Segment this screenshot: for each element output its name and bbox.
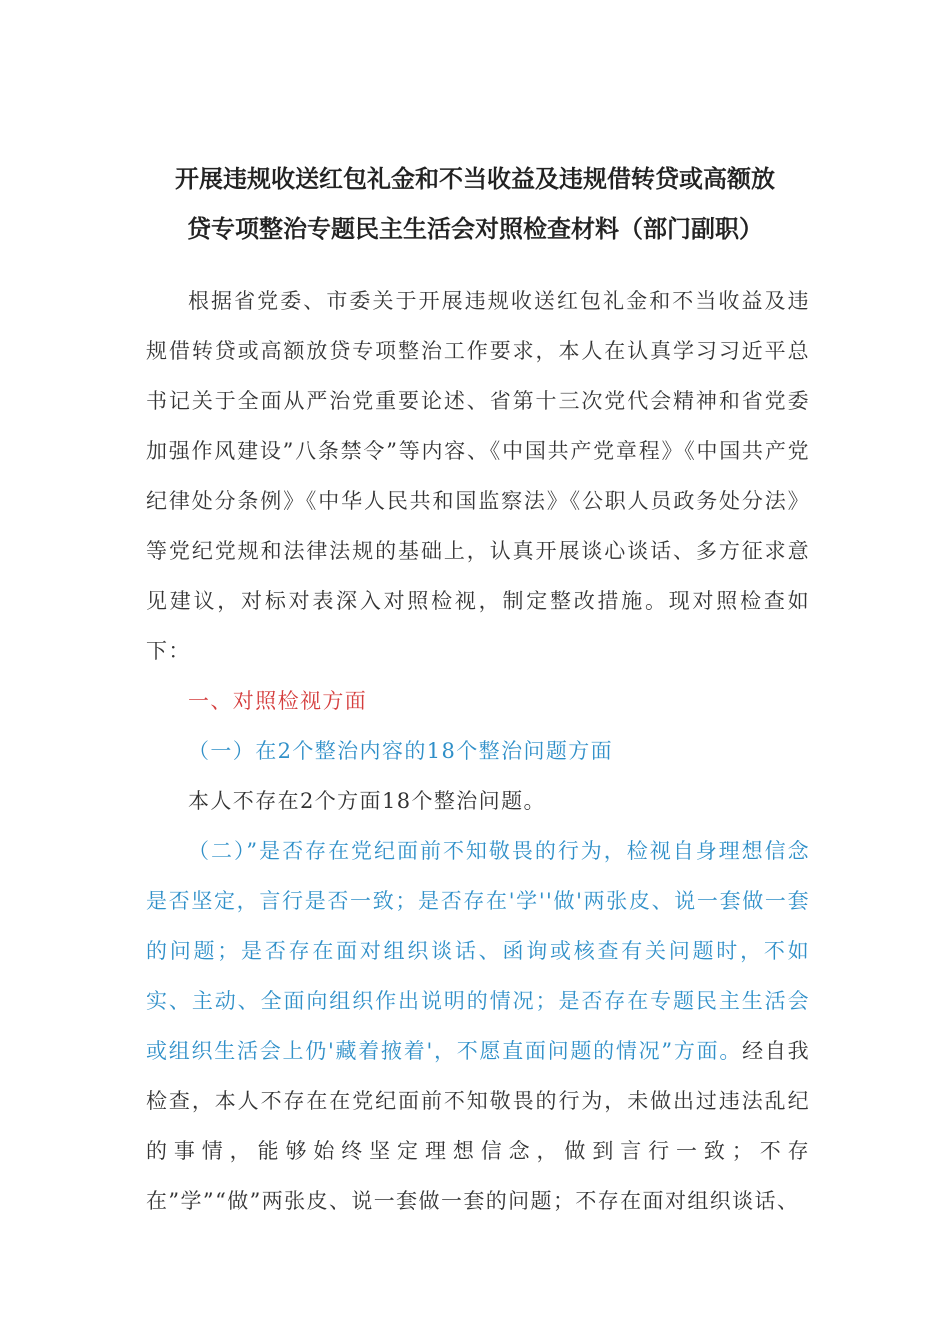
section-heading: 一、对照检视方面: [188, 689, 368, 713]
document-body: [146, 276, 810, 1226]
subsection-heading-1: （一）在2个整治内容的18个整治问题方面: [188, 739, 614, 763]
subsection-2-paragraph: [146, 826, 810, 1226]
intro-paragraph: 根据省党委、市委关于开展违规收送红包礼金和不当收益及违规借转贷或高额放贷专项整治工作要求，本人在认真学习习近平总书记关于全面从严治党重要论述、省第十三次党代会精神和省党委加强作风建设”八条禁令”等内容、《中国共产党章程》《中国共产党纪律处分条例》《中华人民共和国监察法》《公职人员政务处分法》等党纪党规和法律法规的基础上，认真开展谈心谈话、多方征求意见建议，对标对表深入对照检视，制定整改措施。现对照检查如下：: [146, 289, 810, 663]
subsection-2-text: 经自我检查，本人不存在在党纪面前不知敬畏的行为，未做出过违法乱纪的事情，能够始终坚定理想信念，做到言行一致；不存在”学”“做”两张皮、说一套做一套的问题；不存在面对组织谈话、: [146, 1039, 810, 1213]
subsection-1-paragraph: 本人不存在2个方面18个整治问题。: [188, 789, 546, 813]
document-title: [120, 154, 830, 254]
subsection-heading-2: （二）”是否存在党纪面前不知敬畏的行为，检视自身理想信念是否坚定，言行是否一致；是否存在'学''做'两张皮、说一套做一套的问题；是否存在面对组织谈话、函询或核查有关问题时，不如实、主动、全面向组织作出说明的情况；是否存在专题民主生活会或组织生活会上仍'藏着掖着'，不愿直面问题的情况”方面。: [146, 839, 810, 1063]
title-line-1: 开展违规收送红包礼金和不当收益及违规借转贷或高额放: [175, 165, 775, 193]
title-line-2: 贷专项整治专题民主生活会对照检查材料（部门副职）: [187, 215, 763, 243]
